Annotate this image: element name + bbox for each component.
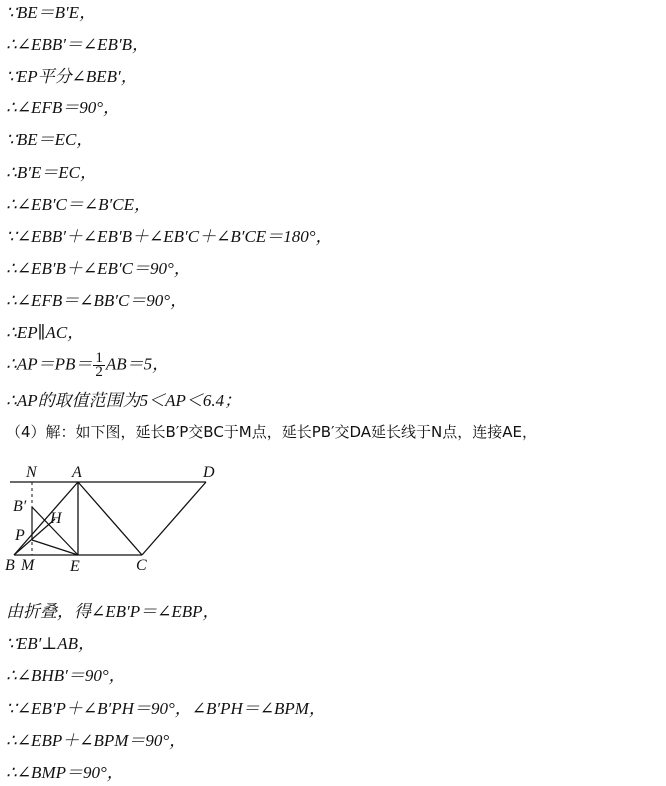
proof-line-9: ∴∠EB′B＋∠EB′C＝90°，	[6, 259, 191, 278]
label-B-prime: B′	[13, 498, 27, 515]
label-H: H	[50, 510, 62, 527]
fraction-line-suffix: AB＝5，	[105, 354, 170, 374]
label-M: M	[21, 557, 35, 574]
fraction-denominator: 2	[95, 364, 103, 380]
line-AC	[78, 482, 142, 555]
fraction-one-half	[93, 352, 105, 379]
fraction-numerator: 1	[95, 350, 103, 366]
proof-line-8: ∵∠EBB′＋∠EB′B＋∠EB′C＋∠B′CE＝180°，	[6, 227, 333, 246]
proof-line-1: ∵BE＝B′E，	[6, 3, 97, 22]
proof-line-19: ∴∠EBP＋∠BPM＝90°，	[6, 731, 187, 750]
label-B: B	[5, 557, 15, 574]
geometry-figure	[0, 460, 260, 590]
proof-line-15: 由折叠，得∠EB′P＝∠EBP，	[6, 602, 220, 621]
proof-line-5: ∵BE＝EC，	[6, 130, 94, 149]
line-DC	[142, 482, 206, 555]
proof-line-14: （4）解：如下图，延长B′P交BC于M点，延长PB′交DA延长线于N点，连接AE，	[6, 423, 537, 441]
proof-line-13: ∴AP的取值范围为5＜AP＜6.4；	[6, 391, 242, 410]
label-P: P	[15, 527, 25, 544]
label-A: A	[72, 464, 82, 481]
proof-line-17: ∴∠BHB′＝90°，	[6, 666, 126, 685]
proof-line-2: ∴∠EBB′＝∠EB′B，	[6, 35, 150, 54]
proof-line-4: ∴∠EFB＝90°，	[6, 98, 121, 117]
proof-line-3: ∵EP平分∠BEB′，	[6, 67, 138, 86]
proof-line-10: ∴∠EFB＝∠BB′C＝90°，	[6, 291, 188, 310]
label-N: N	[26, 464, 37, 481]
proof-line-7: ∴∠EB′C＝∠B′CE，	[6, 195, 151, 214]
fraction-line-prefix: ∴AP＝PB＝	[6, 354, 93, 374]
proof-line-12	[6, 352, 169, 379]
proof-line-16: ∵EB′⊥AB，	[6, 634, 96, 653]
proof-line-11: ∴EP∥AC，	[6, 323, 85, 342]
proof-line-20: ∴∠BMP＝90°，	[6, 763, 124, 782]
proof-line-18: ∵∠EB′P＋∠B′PH＝90°，∠B′PH＝∠BPM，	[6, 699, 326, 718]
label-C: C	[136, 557, 147, 574]
label-E: E	[70, 558, 80, 575]
proof-line-6: ∴B′E＝EC，	[6, 163, 98, 182]
label-D: D	[203, 464, 215, 481]
